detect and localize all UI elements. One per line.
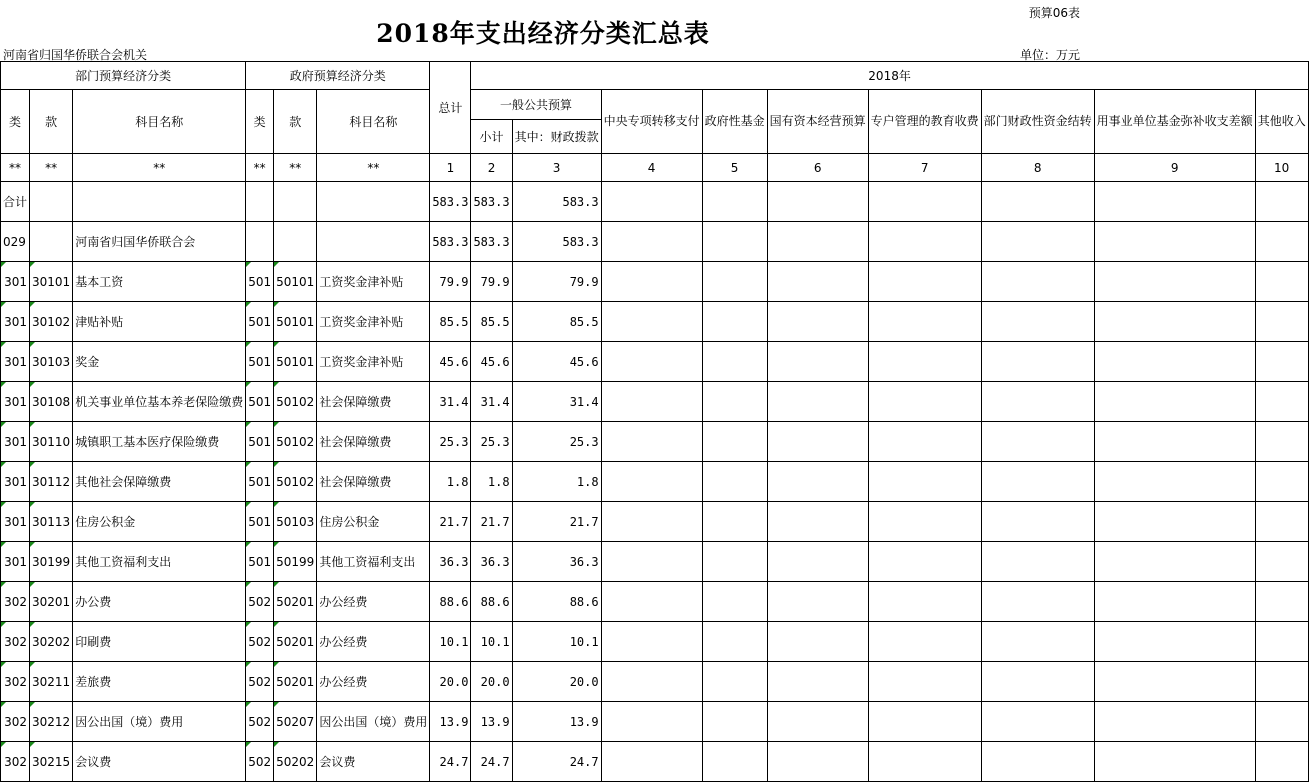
- empty-cell: [1255, 742, 1308, 782]
- empty-cell: [702, 582, 767, 622]
- cell-fiscal: 88.6: [512, 582, 601, 622]
- empty-cell: [601, 262, 702, 302]
- empty-cell: [868, 582, 981, 622]
- empty-cell: [1255, 662, 1308, 702]
- empty-cell: [702, 702, 767, 742]
- cell-gname: 因公出国（境）费用: [317, 702, 430, 742]
- cell-kuan: 30199: [30, 542, 73, 582]
- table-row: [1, 302, 1309, 342]
- cell-name: 奖金: [73, 342, 246, 382]
- state-capital-header: 国有资本经营预算: [767, 90, 868, 154]
- cell-gname: 住房公积金: [317, 502, 430, 542]
- empty-cell: [767, 502, 868, 542]
- cell-gname: 工资奖金津补贴: [317, 302, 430, 342]
- cell-name: 住房公积金: [73, 502, 246, 542]
- empty-cell: [702, 742, 767, 782]
- cell-kuan: 30212: [30, 702, 73, 742]
- empty-cell: [702, 422, 767, 462]
- empty-cell: [601, 462, 702, 502]
- cell-lei: 301: [1, 302, 30, 342]
- empty-cell: [1094, 382, 1255, 422]
- cell-lei: 301: [1, 462, 30, 502]
- column-index-cell: 9: [1094, 154, 1255, 182]
- empty-cell: [767, 662, 868, 702]
- empty-cell: [1094, 302, 1255, 342]
- table-row: [1, 342, 1309, 382]
- cell-subtotal: 20.0: [471, 662, 512, 702]
- cell-gkuan: 50201: [274, 582, 317, 622]
- empty-cell: [1255, 222, 1308, 262]
- cell-total: 10.1: [430, 622, 471, 662]
- empty-cell: [1255, 262, 1308, 302]
- empty-cell: [1094, 342, 1255, 382]
- empty-cell: [601, 542, 702, 582]
- cell-total: 25.3: [430, 422, 471, 462]
- public-inst-header: 用事业单位基金弥补收支差额: [1094, 90, 1255, 154]
- cell-total: 21.7: [430, 502, 471, 542]
- cell-total: 24.7: [430, 742, 471, 782]
- table-row: [1, 382, 1309, 422]
- empty-cell: [767, 342, 868, 382]
- empty-cell: [1094, 262, 1255, 302]
- empty-cell: [868, 462, 981, 502]
- empty-cell: [1094, 582, 1255, 622]
- cell-fiscal: 10.1: [512, 622, 601, 662]
- other-income-header: 其他收入: [1255, 90, 1308, 154]
- cell-total: 583.3: [430, 222, 471, 262]
- general-budget-header: 一般公共预算: [471, 90, 601, 120]
- empty-cell: [981, 622, 1094, 662]
- cell-gname: 办公经费: [317, 582, 430, 622]
- cell-glei: 502: [246, 702, 274, 742]
- cell-lei: 301: [1, 502, 30, 542]
- empty-cell: [601, 222, 702, 262]
- cell-subtotal: 583.3: [471, 222, 512, 262]
- empty-cell: [1255, 542, 1308, 582]
- cell-gkuan: 50101: [274, 342, 317, 382]
- empty-cell: [601, 742, 702, 782]
- column-index-cell: 4: [601, 154, 702, 182]
- empty-cell: [702, 542, 767, 582]
- empty-cell: [868, 302, 981, 342]
- column-index-row: [1, 154, 1309, 182]
- empty-cell: [981, 702, 1094, 742]
- column-index-cell: **: [1, 154, 30, 182]
- empty-cell: [981, 262, 1094, 302]
- column-index-cell: 5: [702, 154, 767, 182]
- cell-fiscal: 13.9: [512, 702, 601, 742]
- cell-subtotal: 24.7: [471, 742, 512, 782]
- gov-fund-header: 政府性基金: [702, 90, 767, 154]
- cell-total: 45.6: [430, 342, 471, 382]
- empty-cell: [981, 502, 1094, 542]
- empty-cell: [601, 182, 702, 222]
- gov-lei-header: 类: [246, 90, 274, 154]
- expenditure-table: [0, 61, 1309, 782]
- cell-gname: 会议费: [317, 742, 430, 782]
- empty-cell: [981, 542, 1094, 582]
- empty-cell: [767, 462, 868, 502]
- cell-glei: 501: [246, 422, 274, 462]
- cell-subtotal: 36.3: [471, 542, 512, 582]
- cell-subtotal: 31.4: [471, 382, 512, 422]
- cell-glei: 502: [246, 622, 274, 662]
- cell-glei: 501: [246, 462, 274, 502]
- cell-kuan: 30103: [30, 342, 73, 382]
- cell-name: 其他工资福利支出: [73, 542, 246, 582]
- table-row: [1, 462, 1309, 502]
- empty-cell: [1255, 382, 1308, 422]
- cell-fiscal: 1.8: [512, 462, 601, 502]
- cell-gname: 社会保障缴费: [317, 382, 430, 422]
- empty-cell: [981, 382, 1094, 422]
- total-header: 总计: [430, 62, 471, 154]
- cell-subtotal: 25.3: [471, 422, 512, 462]
- empty-cell: [767, 222, 868, 262]
- cell-kuan: 30202: [30, 622, 73, 662]
- empty-cell: [981, 662, 1094, 702]
- row-name-cell: 河南省归国华侨联合会: [73, 222, 246, 262]
- cell-fiscal: 36.3: [512, 542, 601, 582]
- cell-lei: 302: [1, 742, 30, 782]
- empty-cell: [868, 222, 981, 262]
- cell-glei: 502: [246, 582, 274, 622]
- cell-gkuan: 50102: [274, 382, 317, 422]
- empty-cell: [1255, 462, 1308, 502]
- cell-name: 基本工资: [73, 262, 246, 302]
- empty-cell: [767, 542, 868, 582]
- empty-cell: [1255, 622, 1308, 662]
- empty-cell: [981, 462, 1094, 502]
- cell-glei: 502: [246, 742, 274, 782]
- empty-cell: [1094, 502, 1255, 542]
- empty-cell: [767, 742, 868, 782]
- table-row: [1, 182, 1309, 222]
- cell-kuan: 30110: [30, 422, 73, 462]
- cell-glei: 501: [246, 302, 274, 342]
- empty-cell: [868, 342, 981, 382]
- empty-cell: [246, 182, 274, 222]
- empty-cell: [767, 262, 868, 302]
- empty-cell: [868, 622, 981, 662]
- cell-kuan: 30215: [30, 742, 73, 782]
- empty-cell: [868, 702, 981, 742]
- empty-cell: [1094, 742, 1255, 782]
- cell-name: 机关事业单位基本养老保险缴费: [73, 382, 246, 422]
- cell-fiscal: 21.7: [512, 502, 601, 542]
- cell-glei: 502: [246, 662, 274, 702]
- column-index-cell: 8: [981, 154, 1094, 182]
- empty-cell: [767, 582, 868, 622]
- empty-cell: [1094, 182, 1255, 222]
- empty-cell: [981, 582, 1094, 622]
- empty-cell: [601, 622, 702, 662]
- cell-gkuan: 50201: [274, 622, 317, 662]
- cell-gname: 工资奖金津补贴: [317, 342, 430, 382]
- empty-cell: [601, 502, 702, 542]
- empty-cell: [601, 662, 702, 702]
- empty-cell: [274, 222, 317, 262]
- cell-gkuan: 50201: [274, 662, 317, 702]
- cell-total: 20.0: [430, 662, 471, 702]
- column-index-cell: 2: [471, 154, 512, 182]
- cell-name: 其他社会保障缴费: [73, 462, 246, 502]
- empty-cell: [30, 222, 73, 262]
- empty-cell: [246, 222, 274, 262]
- cell-name: 津贴补贴: [73, 302, 246, 342]
- cell-gkuan: 50103: [274, 502, 317, 542]
- empty-cell: [601, 582, 702, 622]
- empty-cell: [1094, 462, 1255, 502]
- cell-glei: 501: [246, 502, 274, 542]
- cell-gname: 社会保障缴费: [317, 462, 430, 502]
- column-index-cell: **: [246, 154, 274, 182]
- empty-cell: [1255, 182, 1308, 222]
- cell-name: 会议费: [73, 742, 246, 782]
- table-row: [1, 502, 1309, 542]
- central-transfer-header: 中央专项转移支付: [601, 90, 702, 154]
- cell-gname: 办公经费: [317, 662, 430, 702]
- cell-subtotal: 88.6: [471, 582, 512, 622]
- empty-cell: [868, 262, 981, 302]
- cell-lei: 302: [1, 622, 30, 662]
- cell-gname: 社会保障缴费: [317, 422, 430, 462]
- empty-cell: [868, 382, 981, 422]
- cell-total: 79.9: [430, 262, 471, 302]
- cell-total: 1.8: [430, 462, 471, 502]
- empty-cell: [30, 182, 73, 222]
- cell-glei: 501: [246, 262, 274, 302]
- cell-fiscal: 583.3: [512, 222, 601, 262]
- empty-cell: [702, 662, 767, 702]
- empty-cell: [702, 382, 767, 422]
- cell-kuan: 30112: [30, 462, 73, 502]
- dept-lei-header: 类: [1, 90, 30, 154]
- cell-gname: 办公经费: [317, 622, 430, 662]
- empty-cell: [1094, 542, 1255, 582]
- table-row: [1, 222, 1309, 262]
- empty-cell: [868, 542, 981, 582]
- cell-subtotal: 1.8: [471, 462, 512, 502]
- gov-kuan-header: 款: [274, 90, 317, 154]
- cell-lei: 301: [1, 262, 30, 302]
- cell-name: 印刷费: [73, 622, 246, 662]
- cell-gkuan: 50101: [274, 302, 317, 342]
- empty-cell: [1094, 422, 1255, 462]
- empty-cell: [702, 622, 767, 662]
- cell-gkuan: 50207: [274, 702, 317, 742]
- cell-name: 办公费: [73, 582, 246, 622]
- empty-cell: [702, 342, 767, 382]
- empty-cell: [601, 342, 702, 382]
- empty-cell: [702, 222, 767, 262]
- empty-cell: [1255, 342, 1308, 382]
- cell-lei: 302: [1, 702, 30, 742]
- empty-cell: [702, 462, 767, 502]
- cell-total: 13.9: [430, 702, 471, 742]
- cell-total: 36.3: [430, 542, 471, 582]
- empty-cell: [601, 302, 702, 342]
- empty-cell: [1094, 622, 1255, 662]
- empty-cell: [868, 502, 981, 542]
- organization-name: 河南省归国华侨联合会机关: [3, 48, 148, 62]
- empty-cell: [1094, 702, 1255, 742]
- row-code-cell: 029: [1, 222, 30, 262]
- column-index-cell: **: [30, 154, 73, 182]
- empty-cell: [981, 302, 1094, 342]
- cell-fiscal: 31.4: [512, 382, 601, 422]
- empty-cell: [767, 182, 868, 222]
- cell-total: 583.3: [430, 182, 471, 222]
- cell-subtotal: 85.5: [471, 302, 512, 342]
- empty-cell: [1255, 582, 1308, 622]
- cell-lei: 301: [1, 382, 30, 422]
- carryover-header: 部门财政性资金结转: [981, 90, 1094, 154]
- empty-cell: [981, 342, 1094, 382]
- cell-lei: 302: [1, 662, 30, 702]
- cell-lei: 302: [1, 582, 30, 622]
- cell-kuan: 30211: [30, 662, 73, 702]
- empty-cell: [868, 742, 981, 782]
- cell-fiscal: 45.6: [512, 342, 601, 382]
- empty-cell: [1094, 222, 1255, 262]
- cell-fiscal: 85.5: [512, 302, 601, 342]
- cell-kuan: 30102: [30, 302, 73, 342]
- unit-label: 单位：万元: [1019, 48, 1080, 62]
- column-index-cell: **: [317, 154, 430, 182]
- table-row: [1, 742, 1309, 782]
- cell-kuan: 30113: [30, 502, 73, 542]
- column-index-cell: **: [274, 154, 317, 182]
- cell-glei: 501: [246, 342, 274, 382]
- cell-name: 差旅费: [73, 662, 246, 702]
- empty-cell: [702, 182, 767, 222]
- cell-subtotal: 45.6: [471, 342, 512, 382]
- row-label-cell: 合计: [1, 182, 30, 222]
- column-index-cell: 10: [1255, 154, 1308, 182]
- sheet-code: 预算06表: [1028, 6, 1080, 20]
- cell-gkuan: 50199: [274, 542, 317, 582]
- dept-classification-header: 部门预算经济分类: [1, 62, 246, 90]
- empty-cell: [981, 182, 1094, 222]
- table-row: [1, 702, 1309, 742]
- dept-kuan-header: 款: [30, 90, 73, 154]
- cell-gkuan: 50101: [274, 262, 317, 302]
- empty-cell: [317, 182, 430, 222]
- empty-cell: [1255, 702, 1308, 742]
- empty-cell: [767, 302, 868, 342]
- gov-classification-header: 政府预算经济分类: [246, 62, 430, 90]
- empty-cell: [702, 302, 767, 342]
- empty-cell: [981, 422, 1094, 462]
- empty-cell: [1255, 302, 1308, 342]
- table-row: [1, 662, 1309, 702]
- empty-cell: [601, 422, 702, 462]
- cell-fiscal: 24.7: [512, 742, 601, 782]
- cell-gname: 工资奖金津补贴: [317, 262, 430, 302]
- cell-name: 因公出国（境）费用: [73, 702, 246, 742]
- page-title: 2018年支出经济分类汇总表: [376, 19, 710, 48]
- table-row: [1, 582, 1309, 622]
- year-header: 2018年: [471, 62, 1308, 90]
- empty-cell: [981, 742, 1094, 782]
- subtotal-header: 小计: [471, 120, 512, 154]
- empty-cell: [601, 382, 702, 422]
- empty-cell: [868, 662, 981, 702]
- empty-cell: [317, 222, 430, 262]
- empty-cell: [767, 422, 868, 462]
- cell-gkuan: 50202: [274, 742, 317, 782]
- column-index-cell: 3: [512, 154, 601, 182]
- cell-glei: 501: [246, 382, 274, 422]
- column-index-cell: 1: [430, 154, 471, 182]
- empty-cell: [702, 262, 767, 302]
- empty-cell: [73, 182, 246, 222]
- empty-cell: [868, 182, 981, 222]
- dept-name-header: 科目名称: [73, 90, 246, 154]
- cell-lei: 301: [1, 542, 30, 582]
- empty-cell: [601, 702, 702, 742]
- cell-gkuan: 50102: [274, 462, 317, 502]
- cell-lei: 301: [1, 342, 30, 382]
- cell-gkuan: 50102: [274, 422, 317, 462]
- cell-fiscal: 583.3: [512, 182, 601, 222]
- cell-kuan: 30201: [30, 582, 73, 622]
- cell-lei: 301: [1, 422, 30, 462]
- cell-fiscal: 79.9: [512, 262, 601, 302]
- cell-subtotal: 13.9: [471, 702, 512, 742]
- empty-cell: [1255, 422, 1308, 462]
- special-edu-header: 专户管理的教育收费: [868, 90, 981, 154]
- cell-glei: 501: [246, 542, 274, 582]
- cell-total: 85.5: [430, 302, 471, 342]
- empty-cell: [868, 422, 981, 462]
- cell-subtotal: 79.9: [471, 262, 512, 302]
- cell-subtotal: 21.7: [471, 502, 512, 542]
- empty-cell: [1255, 502, 1308, 542]
- empty-cell: [1094, 662, 1255, 702]
- empty-cell: [767, 622, 868, 662]
- column-index-cell: 7: [868, 154, 981, 182]
- column-index-cell: **: [73, 154, 246, 182]
- table-row: [1, 422, 1309, 462]
- table-row: [1, 622, 1309, 662]
- table-row: [1, 262, 1309, 302]
- cell-fiscal: 25.3: [512, 422, 601, 462]
- empty-cell: [767, 382, 868, 422]
- empty-cell: [767, 702, 868, 742]
- cell-name: 城镇职工基本医疗保险缴费: [73, 422, 246, 462]
- cell-total: 31.4: [430, 382, 471, 422]
- column-index-cell: 6: [767, 154, 868, 182]
- cell-kuan: 30108: [30, 382, 73, 422]
- cell-total: 88.6: [430, 582, 471, 622]
- cell-subtotal: 583.3: [471, 182, 512, 222]
- empty-cell: [274, 182, 317, 222]
- table-row: [1, 542, 1309, 582]
- cell-kuan: 30101: [30, 262, 73, 302]
- empty-cell: [702, 502, 767, 542]
- cell-gname: 其他工资福利支出: [317, 542, 430, 582]
- gov-name-header: 科目名称: [317, 90, 430, 154]
- fiscal-header: 其中：财政拨款: [512, 120, 601, 154]
- empty-cell: [981, 222, 1094, 262]
- cell-fiscal: 20.0: [512, 662, 601, 702]
- cell-subtotal: 10.1: [471, 622, 512, 662]
